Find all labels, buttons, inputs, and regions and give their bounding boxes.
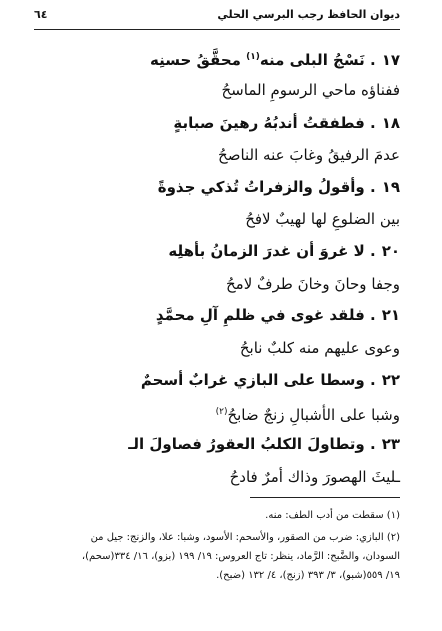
- verse-text: وأقولُ والزفراتُ تُذكي جذوةً: [157, 178, 365, 196]
- verse-second-hemistich: ففناؤه ماحي الرسومِ الماسحُ: [221, 81, 400, 99]
- verse-line: ٢٢. وسطا على البازي غرابٌ أسحمٌ: [140, 371, 400, 389]
- verse-line: ٢٣. وتطاولَ الكلبُ العقورُ فصاولَ الـ: [128, 435, 400, 453]
- verse-line: ١٧. نَسْجُ البلى منه$^{(١)}$ محقَّقُ حسنِه: [150, 51, 400, 69]
- verse-line: ٢٠. لا غروَ أن غدرَ الزمانُ بأهلِه: [168, 242, 400, 260]
- page-number: ٦٤: [34, 8, 48, 21]
- verse-text: محقَّقُ حسنِه: [150, 51, 247, 69]
- verse-text: لا غروَ أن غدرَ الزمانُ بأهلِه: [168, 242, 365, 260]
- footnote: (١) سقطت من أدب الطف: منه.: [265, 510, 400, 521]
- footnote-marker: (٢): [215, 407, 228, 417]
- verse-second-hemistich: ـليثَ الهصورَ وذاك أمرٌ فادحُ: [229, 468, 400, 486]
- verse-second-hemistich: وعوى عليهم منه كلبٌ نابحُ: [239, 339, 400, 357]
- verse-number: ٢٠: [381, 242, 400, 260]
- verse-text: نَسْجُ البلى منه: [259, 51, 365, 69]
- verse-text: فلقد غوى في ظلمِ آلِ محمَّدٍ: [155, 306, 365, 324]
- footnote: السودان، والضَّبح: الرَّماد، ينظر: تاج العروس: ١٩/ ١٩٩ (بزو)، ١٦/ ٣٣٤(سحم)،: [81, 551, 400, 562]
- verse-second-hemistich: وجفا وحانَ وخانَ طرفٌ لامحُ: [226, 275, 400, 293]
- footnote-marker: (١): [246, 52, 260, 62]
- verse-text: وشبا على الأشبالِ زنجٌ ضابحُ: [227, 406, 400, 424]
- footnote: (٢) البازي: ضرب من الصقور، والأسحم: الأسود، وشبا: علا، والزنج: جيل من: [90, 532, 400, 543]
- header-rule: [34, 29, 400, 30]
- verse-number: ١٧: [381, 51, 400, 69]
- verse-text: وتطاولَ الكلبُ العقورُ فصاولَ الـ: [128, 435, 365, 453]
- verse-second-hemistich: عدمَ الرفيقُ وغابَ عنه الناصحُ: [218, 146, 400, 164]
- verse-second-hemistich: بين الضلوعِ لها لهيبٌ لافحُ: [245, 210, 400, 228]
- verse-number: ١٩: [381, 178, 400, 196]
- verse-line: ٢١. فلقد غوى في ظلمِ آلِ محمَّدٍ: [155, 306, 400, 324]
- page-header: [34, 8, 400, 21]
- verse-number: ٢٣: [381, 435, 400, 453]
- verse-text: وسطا على البازي غرابٌ أسحمٌ: [140, 371, 365, 389]
- verse-line: ١٩. وأقولُ والزفراتُ تُذكي جذوةً: [157, 178, 400, 196]
- verse-number: ١٨: [381, 114, 400, 132]
- footnote-rule: [250, 497, 400, 498]
- verse-number: ٢١: [381, 306, 400, 324]
- verse-line: ١٨. فطفقتُ أندبُهُ رهينَ صبابةٍ: [173, 114, 400, 132]
- verse-number: ٢٢: [381, 371, 400, 389]
- verse-second-hemistich: [34, 400, 400, 427]
- footnote: ١٩/ ٥٥٩(شبو)، ٣/ ٣٩٣ (زنج)، ٤/ ١٣٢ (ضبح).: [216, 570, 400, 581]
- verse-text: فطفقتُ أندبُهُ رهينَ صبابةٍ: [173, 114, 365, 132]
- running-title: ديوان الحافظ رجب البرسي الحلي: [217, 8, 400, 21]
